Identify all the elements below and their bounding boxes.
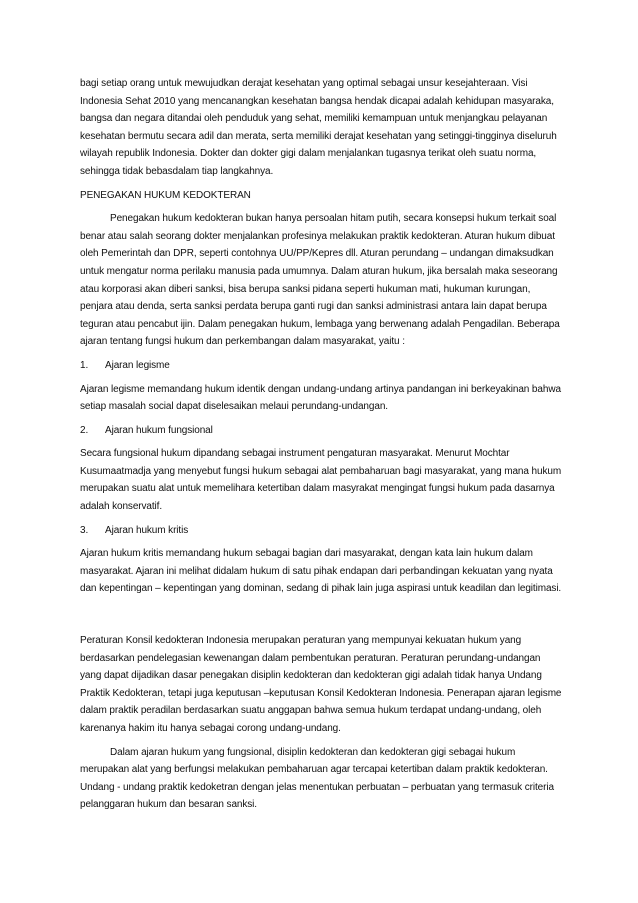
list-number: 1. [80,359,89,371]
list-label: Ajaran legisme [105,359,170,371]
list-number: 2. [80,424,89,436]
paragraph-intro: bagi setiap orang untuk mewujudkan derajat kesehatan yang optimal sebagai unsur kesejahteraan. Visi Indonesia Sehat 2010 yang mencanangkan kesehatan bangsa hendak dicapai adalah kehidupan masyaraka, bangsa dan negara ditandai oleh penduduk yang sehat, memiliki kemampuan untuk menjangkau pelayanan kesehatan bermutu secara adil dan merata, serta memiliki derajat kesehatan yang setinggi-tingginya diseluruh wilayah republik Indonesia. Dokter dan dokter gigi dalam menjalankan tugasnya terikat oleh suatu norma, sehingga tidak bebasdalam tiap langkahnya. [80,78,557,177]
list-label: Ajaran hukum fungsional [105,424,213,436]
paragraph-hukum-fungsional: Dalam ajaran hukum yang fungsional, disiplin kedokteran dan kedokteran gigi sebagai hukum merupakan alat yang berfungsi melakukan pembaharuan agar tercapai ketertiban dalam praktik kedokteran. Undang - undang praktik kedoketran dengan jelas menentukan perbuatan – perbuatan yang termasuk criteria pelanggaran hukum dan besaran sanksi. [80,746,554,811]
list-label: Ajaran hukum kritis [105,524,189,536]
list-number: 3. [80,524,89,536]
paragraph-konsil: Peraturan Konsil kedokteran Indonesia merupakan peraturan yang mempunyai kekuatan hukum yang berdasarkan pendelegasian kewenangan dalam pembentukan peraturan. Peraturan perundang-undangan yang dapat dijadikan dasar penegakan disiplin kedokteran dan kedokteran gigi adalah tidak hanya Undang Praktik Kedokteran, tetapi juga keputusan –keputusan Konsil Kedokteran Indonesia. Penerapan ajaran legisme dalam praktik peradilan berdasarkan suatu anggapan bahwa semua hukum terdapat undang-undang, oleh karenanya hakim itu hanya sebagai corong undang-undang. [80,635,562,734]
paragraph-legisme: Ajaran legisme memandang hukum identik dengan undang-undang artinya pandangan ini berkeyakinan bahwa setiap masalah social dapat diselesaikan melaui perundang-undangan. [80,383,561,413]
document-body [80,75,564,814]
paragraph-kritis: Ajaran hukum kritis memandang hukum sebagai bagian dari masyarakat, dengan kata lain hukum dalam masyarakat. Ajaran ini melihat didalam hukum di satu pihak endapan dari perbandingan kekuatan yang nyata dan kepentingan – kepentingan yang dominan, sedang di pihak lain juga aspirasi untuk keadilan dan legitimasi. [80,548,562,595]
section-heading: PENEGAKAN HUKUM KEDOKTERAN [80,189,251,201]
list-item-1 [80,357,564,375]
paragraph-penegakan: Penegakan hukum kedokteran bukan hanya persoalan hitam putih, secara konsepsi hukum terkait soal benar atau salah seorang dokter menjalankan profesinya melakukan praktik kedokteran. Aturan hukum dibuat oleh Pemerintah dan DPR, seperti contohnya UU/PP/Kepres dll. Aturan perundang – undangan dimaksudkan untuk mengatur norma perilaku manusia pada umumnya. Dalam aturan hukum, jika bersalah maka seseorang atau korporasi akan diberi sanksi, bisa berupa sanksi pidana seperti hukuman mati, hukuman kurungan, penjara atau denda, serta sanksi perdata berupa ganti rugi dan sanksi administrasi antara lain dapat berupa teguran atau pencabut ijin. Dalam penegakan hukum, lembaga yang berwenang adalah Pengadilan. Beberapa ajaran tentang fungsi hukum dan perkembangan dalam masyarakat, yaitu : [80,213,560,348]
list-item-2 [80,422,564,440]
paragraph-fungsional: Secara fungsional hukum dipandang sebagai instrument pengaturan masyarakat. Menurut Mochtar Kusumaatmadja yang menyebut fungsi hukum sebagai alat pembaharuan bagi masyarakat, yang mana hukum merupakan suatu alat untuk memelihara ketertiban dalam masyrakat mengingat fungsi hukum pada dasarnya adalah konservatif. [80,448,562,513]
list-item-3 [80,522,564,540]
